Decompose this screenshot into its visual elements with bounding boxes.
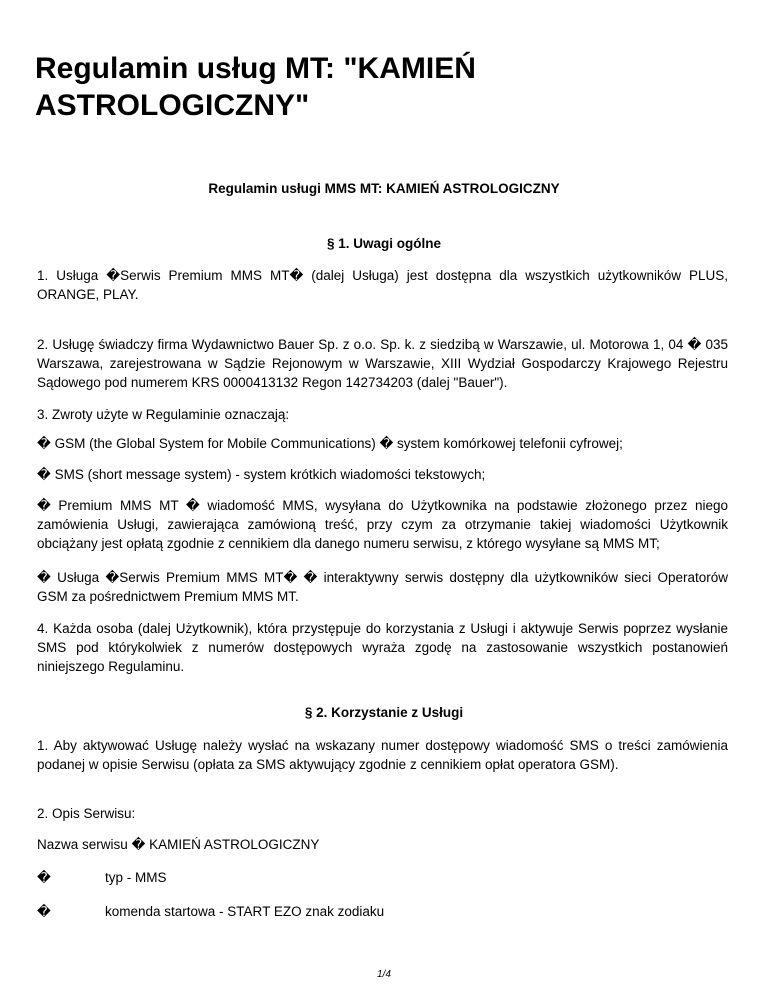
document-subtitle: Regulamin usługi MMS MT: KAMIEŃ ASTROLOGICZNY [208,181,560,196]
section-1-heading: § 1. Uwagi ogólne [326,236,442,251]
definition-gsm: � GSM (the Global System for Mobile Communications) � system komórkowej telefonii cyfrowej; [37,436,623,451]
bullet-mark: � [37,870,51,885]
section-2-heading: § 2. Korzystanie z Usługi [304,705,464,720]
definition-service: � Usługa �Serwis Premium MMS MT� � interaktywny serwis dostępny dla użytkowników sieci Operatorów GSM za pośrednictwem Premium MMS MT. [37,570,728,604]
definition-sms: � SMS (short message system) - system krótkich wiadomości tekstowych; [37,467,486,482]
section-2-paragraph-1: 1. Aby aktywować Usługę należy wysłać na wskazany numer dostępowy wiadomość SMS o treści zamówienia podanej w opisie Serwisu (opłata za SMS aktywujący zgodnie z cennikiem opłat operatora GSM). [37,738,728,772]
document-title: Regulamin usług MT: "KAMIEŃ ASTROLOGICZNY" [35,52,476,122]
section-1-paragraph-2: 2. Usługę świadczy firma Wydawnictwo Bauer Sp. z o.o. Sp. k. z siedzibą w Warszawie, ul. Motorowa 1, 04 � 035 Warszawa, zarejestrowana w Sądzie Rejonowym w Warszawie, XIII Wydział Gospodarczy Krajowego Rejestru Sądowego pod numerem KRS 0000413132 Regon 142734203 (dalej "Bauer"). [37,337,728,390]
bullet-text: komenda startowa - START EZO znak zodiaku [105,904,385,919]
section-1-paragraph-4: 4. Każda osoba (dalej Użytkownik), która przystępuje do korzystania z Usługi i aktywuje Serwis poprzez wysłanie SMS pod którykolwiek z numerów dostępowych wyraża zgodę na zastosowanie wszystkich postanowień niniejszego Regulaminu. [37,621,728,674]
section-1-paragraph-3: 3. Zwroty użyte w Regulaminie oznaczają: [37,407,290,422]
page-number: 1/4 [377,969,391,980]
section-2-paragraph-2: 2. Opis Serwisu: [37,806,136,821]
definition-premium-mms: � Premium MMS MT � wiadomość MMS, wysyłana do Użytkownika na podstawie złożonego przez niego zamówienia Usługi, zawierająca zamówioną treść, przy czym za otrzymanie takiej wiadomości Użytkownik obciążany jest opłatą zgodnie z cennikiem dla danego numeru serwisu, z którego wysyłane są MMS MT; [37,498,728,551]
section-1-paragraph-1: 1. Usługa �Serwis Premium MMS MT� (dalej Usługa) jest dostępna dla wszystkich użytkowników PLUS, ORANGE, PLAY. [37,268,728,302]
service-name: Nazwa serwisu � KAMIEŃ ASTROLOGICZNY [37,837,320,852]
bullet-mark: � [37,904,51,919]
bullet-text: typ - MMS [105,870,167,885]
